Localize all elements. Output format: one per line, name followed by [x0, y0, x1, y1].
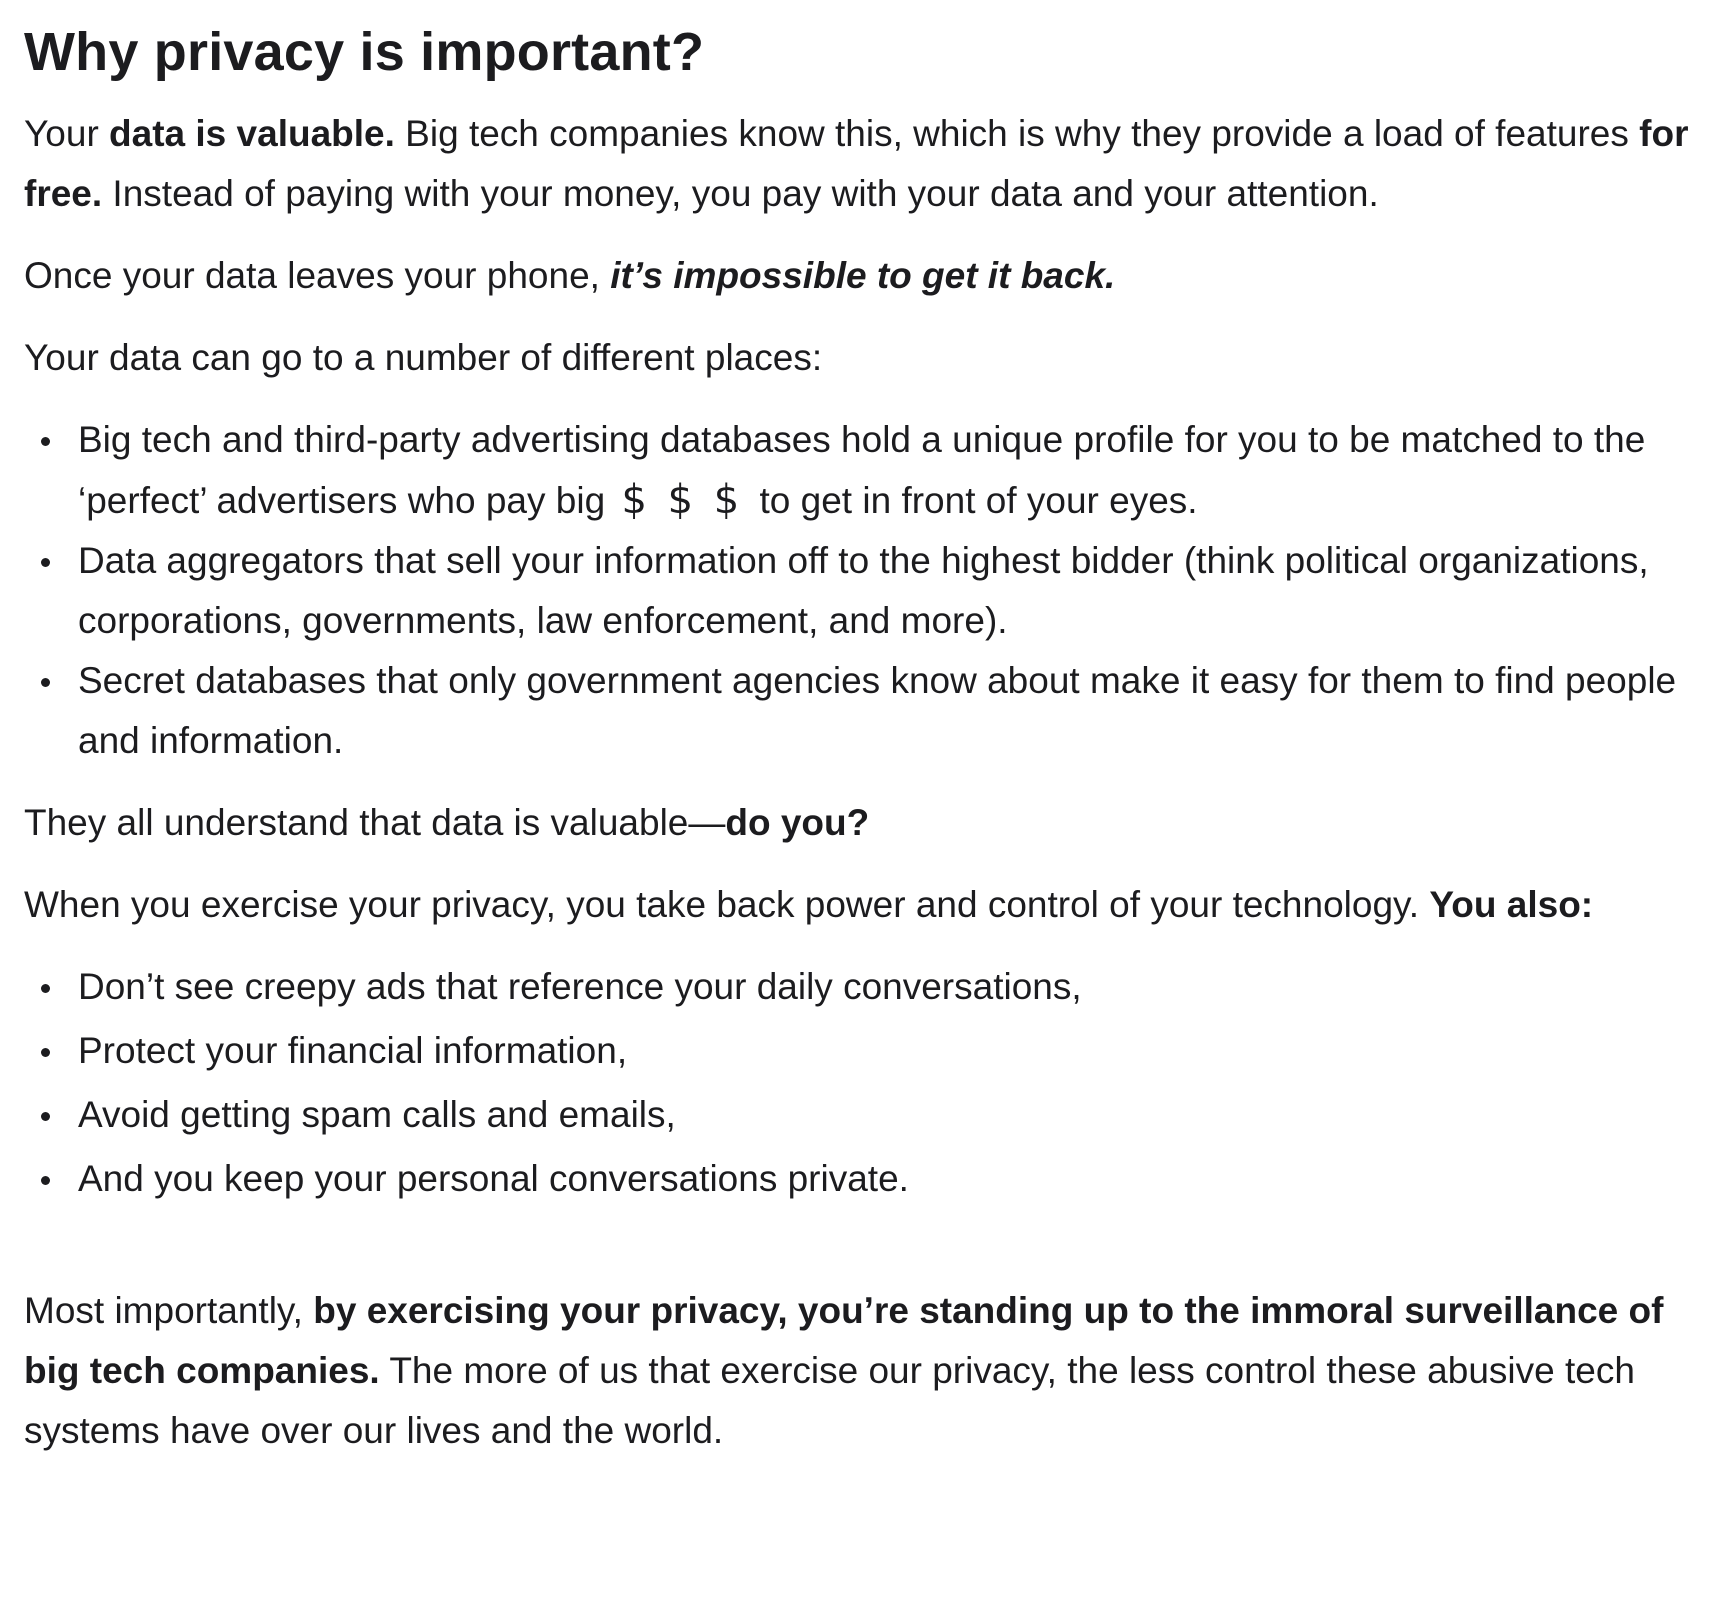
text: to get in front of your eyes. [749, 480, 1198, 521]
text: Instead of paying with your money, you pay with your data and your attention. [102, 173, 1379, 214]
text: Once your data leaves your phone, [24, 255, 611, 296]
spacer [24, 1231, 1692, 1281]
paragraph-exercise-privacy [24, 875, 1692, 935]
text: Big tech and third-party advertising databases hold a unique profile for you to be matched to the ‘perfect’ advertisers who pay big [78, 419, 1646, 521]
text: The more of us that exercise our privacy, the less control these abusive tech systems have over our lives and the world. [24, 1350, 1635, 1451]
list-item: And you keep your personal conversations private. [78, 1149, 1692, 1209]
emphasis-for-free: for free. [24, 113, 1689, 214]
emphasis-you-also: You also: [1429, 884, 1594, 925]
dollar-signs: $ $ $ [621, 477, 744, 523]
emphasis-data-is-valuable: data is valuable. [109, 113, 395, 154]
emphasis-standing-up: by exercising your privacy, you’re standing up to the immoral surveillance of big tech companies. [24, 1290, 1664, 1391]
list-item: Protect your financial information, [78, 1021, 1692, 1081]
places-list [24, 410, 1692, 771]
emphasis-impossible: it’s impossible to get it back. [610, 255, 1116, 296]
list-item: Don’t see creepy ads that reference your daily conversations, [78, 957, 1692, 1017]
emphasis-do-you: do you? [725, 802, 870, 843]
list-item: Data aggregators that sell your information off to the highest bidder (think political organizations, corporations, governments, law enforcement, and more). [78, 531, 1692, 651]
text: Most importantly, [24, 1290, 314, 1331]
text: Your [24, 113, 110, 154]
benefits-list [24, 957, 1692, 1209]
list-item [78, 410, 1692, 531]
text: They all understand that data is valuable— [24, 802, 726, 843]
list-item: Secret databases that only government agencies know about make it easy for them to find people and information. [78, 651, 1692, 771]
paragraph-most-importantly [24, 1281, 1692, 1461]
paragraph-data-leaves [24, 246, 1692, 306]
paragraph-data-value [24, 104, 1692, 224]
text: When you exercise your privacy, you take back power and control of your technology. [24, 884, 1430, 925]
list-item: Avoid getting spam calls and emails, [78, 1085, 1692, 1145]
text: Big tech companies know this, which is why they provide a load of features [394, 113, 1640, 154]
paragraph-do-you [24, 793, 1692, 853]
page-title: Why privacy is important? [24, 22, 705, 82]
paragraph-places-intro: Your data can go to a number of different places: [24, 337, 823, 378]
